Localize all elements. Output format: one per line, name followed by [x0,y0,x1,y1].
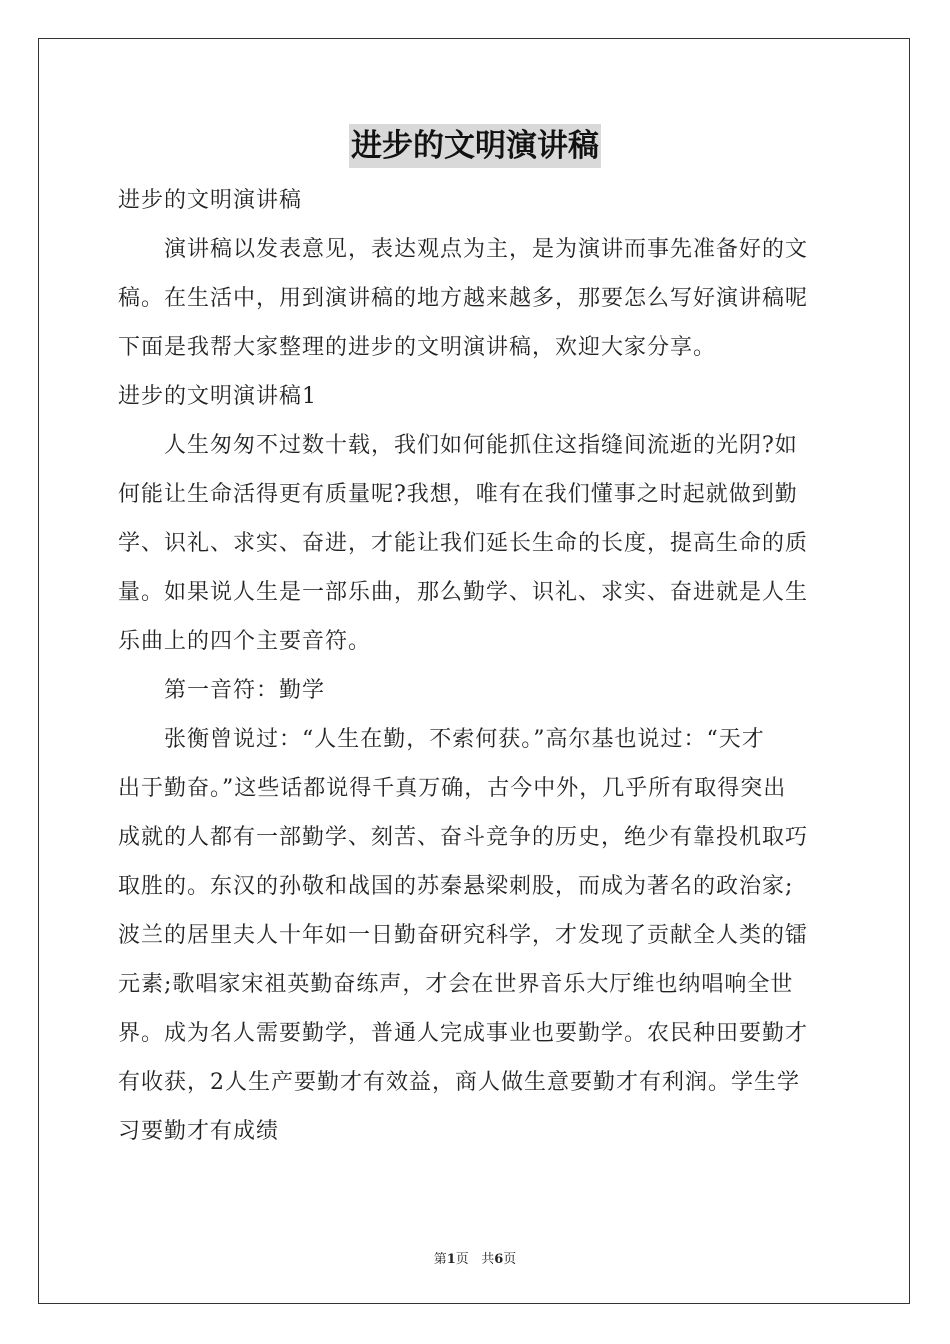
total-pages-number: 6 [494,1252,504,1267]
body-line: 演讲稿以发表意见，表达观点为主，是为演讲而事先准备好的文 [164,237,809,262]
page-number-prefix: 第 [433,1252,447,1267]
document-title: 进步的文明演讲稿 [349,124,601,168]
body-line: 波兰的居里夫人十年如一日勤奋研究科学，才发现了贡献全人类的镭 [118,923,809,948]
body-line: 人生匆匆不过数十载，我们如何能抓住这指缝间流逝的光阴?如 [164,433,798,458]
body-line: 张衡曾说过：“人生在勤，不索何获。”高尔基也说过：“天才 [164,727,765,752]
body-line: 成就的人都有一部勤学、刻苦、奋斗竞争的历史，绝少有靠投机取巧 [118,825,809,850]
subsection-heading: 第一音符：勤学 [164,678,326,703]
body-line: 界。成为名人需要勤学，普通人完成事业也要勤学。农民种田要勤才 [118,1021,809,1046]
body-line: 取胜的。东汉的孙敬和战国的苏秦悬梁刺股，而成为著名的政治家; [118,874,794,899]
body-line: 何能让生命活得更有质量呢?我想，唯有在我们懂事之时起就做到勤 [118,482,798,507]
body-line: 进步的文明演讲稿 [118,188,303,213]
body-line: 稿。在生活中，用到演讲稿的地方越来越多，那要怎么写好演讲稿呢 [118,286,809,311]
body-line: 习要勤才有成绩 [118,1119,280,1144]
section-heading: 进步的文明演讲稿1 [118,384,317,409]
title-wrap [0,124,950,168]
page-number-suffix: 页 [455,1252,469,1267]
page-footer [0,1248,950,1267]
body-line: 量。如果说人生是一部乐曲，那么勤学、识礼、求实、奋进就是人生 [118,580,809,605]
total-pages-suffix: 页 [503,1252,517,1267]
body-line: 元素;歌唱家宋祖英勤奋练声，才会在世界音乐大厅维也纳唱响全世 [118,972,794,997]
current-page-number: 1 [446,1252,456,1267]
total-pages-prefix: 共 [481,1252,495,1267]
body-line: 下面是我帮大家整理的进步的文明演讲稿，欢迎大家分享。 [118,335,717,360]
body-line: 有收获，2人生产要勤才有效益，商人做生意要勤才有利润。学生学 [118,1070,800,1095]
body-line: 学、识礼、求实、奋进，才能让我们延长生命的长度，提高生命的质 [118,531,809,556]
body-line: 乐曲上的四个主要音符。 [118,629,372,654]
document-body [118,176,838,1156]
body-line: 出于勤奋。”这些话都说得千真万确，古今中外，几乎所有取得突出 [118,776,787,801]
